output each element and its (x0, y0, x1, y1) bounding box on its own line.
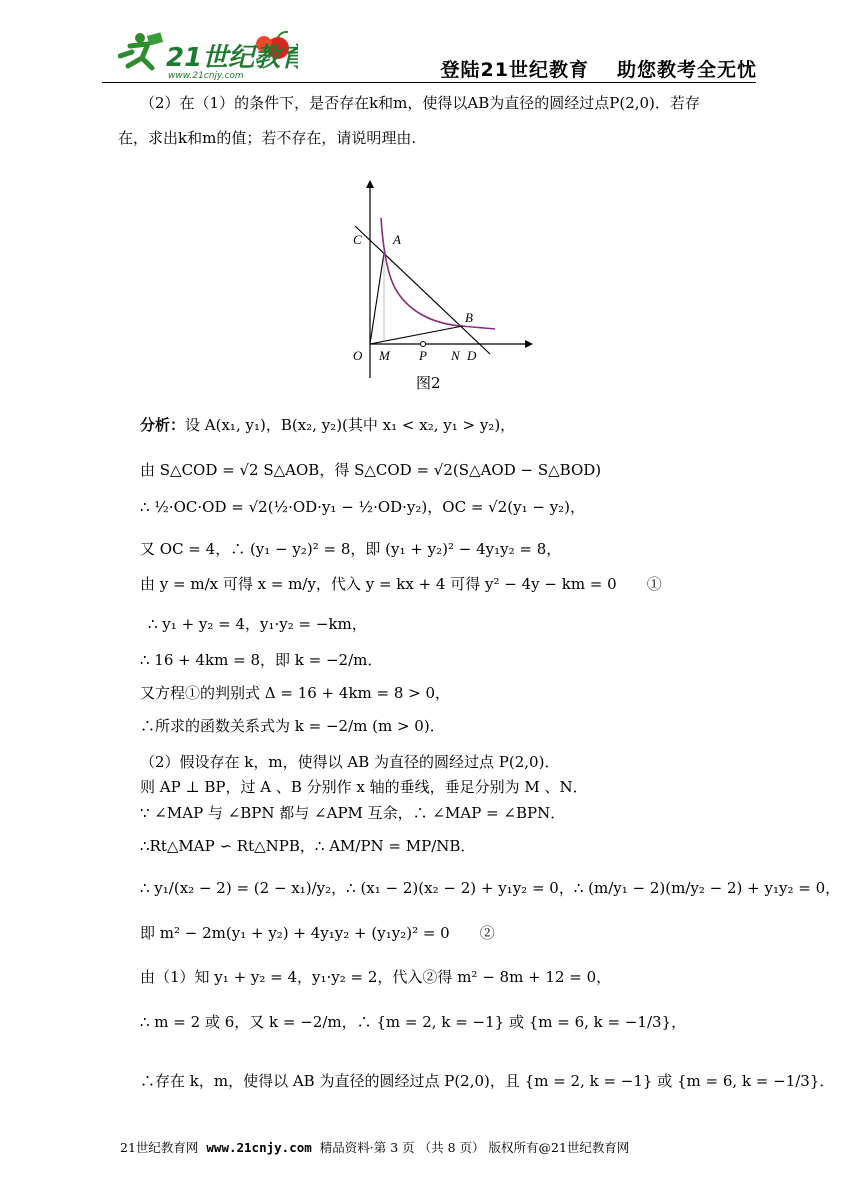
label-c: C (353, 232, 362, 247)
analysis-setup: 设 A(x₁, y₁)，B(x₂, y₂)(其中 x₁ < x₂, y₁ > y₂)， (185, 416, 516, 434)
point-p (421, 342, 426, 347)
solution-line-a2: 由 S△COD = √2 S△AOB，得 S△COD = √2(S△AOD − S△BOD) (140, 461, 602, 479)
solution-line-b2: 则 AP ⊥ BP，过 A 、B 分别作 x 轴的垂线，垂足分别为 M 、N． (140, 778, 588, 796)
solution-line-b1: （2）假设存在 k，m，使得以 AB 为直径的圆经过点 P(2,0)． (140, 753, 560, 771)
figure-caption: 图2 (416, 374, 441, 392)
footer-url[interactable]: www.21cnjy.com (206, 1140, 312, 1155)
analysis-label: 分析： (140, 416, 186, 434)
solution-line-a6: ∴ y₁ + y₂ = 4，y₁·y₂ = −km， (148, 615, 367, 633)
label-b: B (465, 310, 473, 325)
footer-site: 21世纪教育网 (120, 1140, 199, 1155)
footer-page-info: 精品资料·第 3 页 （共 8 页） 版权所有@21世纪教育网 (319, 1140, 630, 1155)
label-a: A (393, 232, 401, 247)
page-footer (120, 1138, 629, 1156)
solution-line-b7: 由（1）知 y₁ + y₂ = 4，y₁·y₂ = 2，代入②得 m² − 8m + 12 = 0， (140, 968, 612, 986)
label-m: M (379, 348, 390, 363)
label-p: P (419, 348, 427, 363)
question-line-1: （2）在（1）的条件下，是否存在k和m，使得以AB为直径的圆经过点P(2,0)．若存 (140, 94, 700, 112)
label-o: O (353, 348, 363, 363)
solution-line-a8: 又方程①的判别式 Δ = 16 + 4km = 8 > 0， (140, 684, 451, 702)
header-rule (102, 82, 756, 83)
logo-url: www.21cnjy.com (168, 71, 244, 80)
solution-line-a9: ∴所求的函数关系式为 k = −2/m (m > 0)． (140, 717, 445, 735)
header-slogan-2: 助您教考全无忧 (616, 59, 757, 81)
label-d: D (467, 348, 477, 363)
site-logo (118, 28, 298, 80)
solution-line-a3: ∴ ½·OC·OD = √2(½·OD·y₁ − ½·OD·y₂)，OC = √2(y₁ − y₂)， (140, 498, 586, 516)
analysis-line-1 (140, 415, 515, 435)
y-axis-arrow (366, 180, 374, 188)
logo-text: 21世纪教育 (166, 43, 298, 73)
solution-line-b4: ∴Rt△MAP ∽ Rt△NPB，∴ AM/PN = MP/NB． (140, 837, 476, 855)
question-line-2: 在，求出k和m的值；若不存在，请说明理由. (118, 129, 417, 147)
solution-line-b6: 即 m² − 2m(y₁ + y₂) + 4y₁y₂ + (y₁y₂)² = 0 ② (140, 924, 495, 942)
x-axis-arrow (525, 340, 533, 348)
header-slogan-1: 登陆21世纪教育 (440, 59, 589, 81)
segment-oa (370, 253, 384, 344)
solution-line-b3: ∵ ∠MAP 与 ∠BPN 都与 ∠APM 互余，∴ ∠MAP = ∠BPN． (140, 804, 566, 822)
solution-line-a4: 又 OC = 4，∴ (y₁ − y₂)² = 8，即 (y₁ + y₂)² − 4y₁y₂ = 8， (140, 540, 562, 558)
solution-line-b5: ∴ y₁/(x₂ − 2) = (2 − x₁)/y₂，∴ (x₁ − 2)(x₂ − 2) + y₁y₂ = 0，∴ (m/y₁ − 2)(m/y₂ − 2) + y₁y₂ = 0， (140, 879, 841, 897)
solution-line-a7: ∴ 16 + 4km = 8，即 k = −2/m． (140, 651, 383, 669)
runner-icon (120, 32, 163, 68)
solution-line-b8: ∴ m = 2 或 6，又 k = −2/m，∴ {m = 2, k = −1} 或 {m = 6, k = −1/3}， (140, 1013, 687, 1031)
label-n: N (451, 348, 460, 363)
line-cd (355, 226, 490, 354)
figure-2 (335, 178, 535, 388)
header-slogan (441, 55, 757, 82)
solution-line-b9: ∴存在 k，m，使得以 AB 为直径的圆经过点 P(2,0)，且 {m = 2, k = −1} 或 {m = 6, k = −1/3}． (140, 1072, 835, 1090)
solution-line-a5: 由 y = m/x 可得 x = m/y，代入 y = kx + 4 可得 y² − 4y − km = 0 ① (140, 575, 662, 593)
